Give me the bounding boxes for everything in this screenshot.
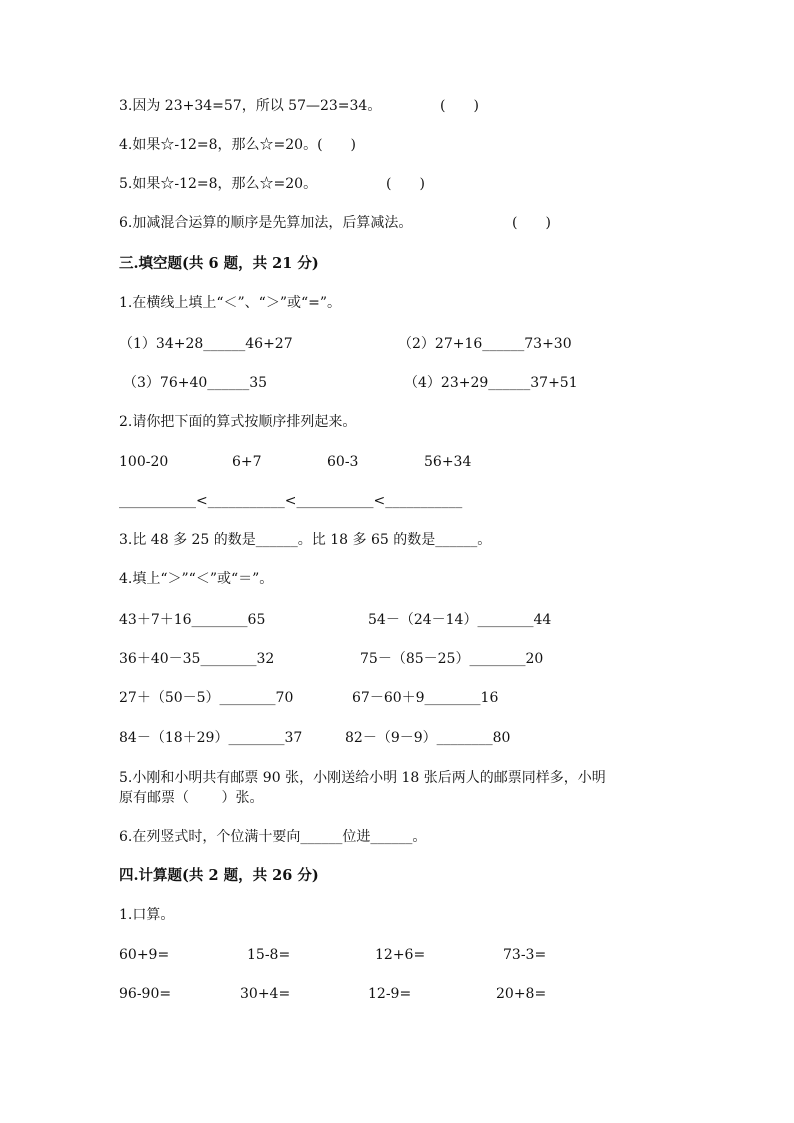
- calc-q1-title: 1.口算。: [119, 907, 175, 923]
- calc-r1-c2[interactable]: 15-8=: [247, 947, 291, 963]
- fill-q4-r4-right[interactable]: 82－（9－9）________80: [345, 730, 511, 746]
- fill-q1-item-3[interactable]: （3）76+40______35: [123, 375, 268, 391]
- fill-q6-text[interactable]: 6.在列竖式时，个位满十要向______位进______。: [119, 829, 427, 845]
- fill-q5-line2[interactable]: 原有邮票（ ）张。: [119, 790, 264, 806]
- section4-title: 四.计算题(共 2 题，共 26 分): [119, 867, 319, 884]
- calc-r1-c1[interactable]: 60+9=: [119, 947, 170, 963]
- fill-q1-item-2[interactable]: （2）27+16______73+30: [398, 336, 572, 352]
- fill-q4-r4-left[interactable]: 84－（18＋29）________37: [119, 730, 303, 746]
- fill-q4-r2-left[interactable]: 36＋40－35________32: [119, 651, 275, 667]
- fill-q4-title: 4.填上“＞”“＜”或“＝”。: [119, 571, 274, 587]
- calc-r2-c2[interactable]: 30+4=: [240, 986, 291, 1002]
- judge-q6-paren[interactable]: ( ): [512, 215, 551, 231]
- fill-q2-expr-3: 60-3: [327, 454, 359, 470]
- judge-q5-text: 5.如果☆-12=8，那么☆=20。: [119, 176, 318, 192]
- judge-q6-text: 6.加减混合运算的顺序是先算加法，后算减法。: [119, 215, 413, 231]
- fill-q1-item-4[interactable]: （4）23+29______37+51: [404, 375, 578, 391]
- fill-q2-expr-2: 6+7: [232, 454, 262, 470]
- calc-r2-c1[interactable]: 96-90=: [119, 986, 172, 1002]
- fill-q1-title: 1.在横线上填上“＜”、“＞”或“=”。: [119, 295, 342, 311]
- fill-q4-r3-left[interactable]: 27＋（50－5）________70: [119, 690, 294, 706]
- fill-q4-r3-right[interactable]: 67－60＋9________16: [352, 690, 499, 706]
- fill-q4-r2-right[interactable]: 75－（85－25）________20: [360, 651, 544, 667]
- calc-r2-c4[interactable]: 20+8=: [496, 986, 547, 1002]
- fill-q2-title: 2.请你把下面的算式按顺序排列起来。: [119, 414, 357, 430]
- fill-q4-r1-right[interactable]: 54－（24－14）________44: [368, 612, 552, 628]
- fill-q2-order-line[interactable]: ___________<___________<___________<___________: [119, 493, 463, 509]
- fill-q3-text[interactable]: 3.比 48 多 25 的数是______。比 18 多 65 的数是______。: [119, 532, 492, 548]
- calc-r1-c4[interactable]: 73-3=: [503, 947, 547, 963]
- judge-q5-paren[interactable]: ( ): [386, 176, 425, 192]
- fill-q2-expr-1: 100-20: [119, 454, 169, 470]
- judge-q4-text: 4.如果☆-12=8，那么☆=20。( ): [119, 137, 357, 153]
- fill-q4-r1-left[interactable]: 43＋7＋16________65: [119, 612, 266, 628]
- fill-q2-expr-4: 56+34: [424, 454, 472, 470]
- calc-r2-c3[interactable]: 12-9=: [368, 986, 412, 1002]
- calc-r1-c3[interactable]: 12+6=: [375, 947, 426, 963]
- fill-q5-line1: 5.小刚和小明共有邮票 90 张，小刚送给小明 18 张后两人的邮票同样多，小明: [119, 770, 606, 786]
- judge-q3-text: 3.因为 23+34=57，所以 57—23=34。: [119, 98, 382, 114]
- judge-q3-paren[interactable]: ( ): [440, 98, 479, 114]
- fill-q1-item-1[interactable]: （1）34+28______46+27: [119, 336, 293, 352]
- section3-title: 三.填空题(共 6 题，共 21 分): [119, 255, 319, 272]
